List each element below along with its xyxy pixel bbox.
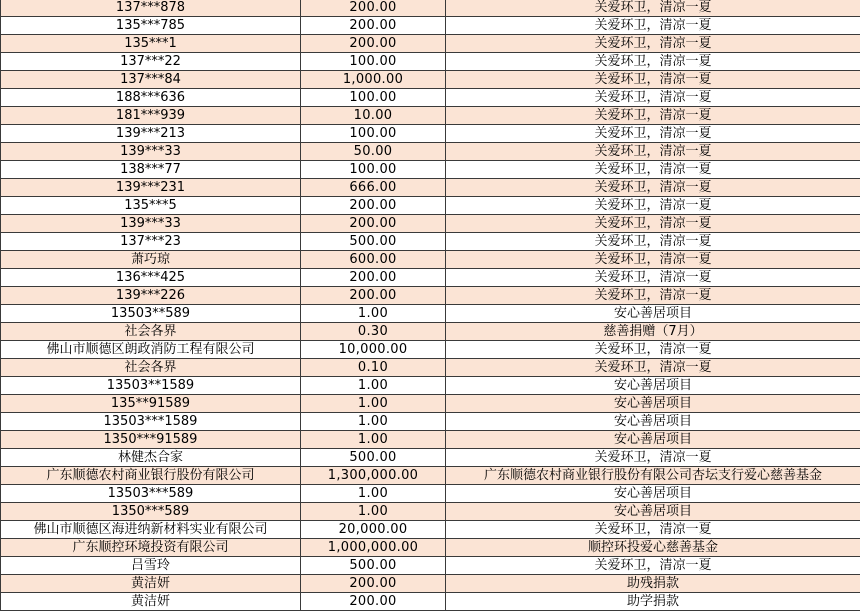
table-row: [1, 71, 860, 89]
project-cell: 关爱环卫，清凉一夏: [446, 125, 860, 143]
amount-cell: 600.00: [301, 251, 446, 269]
project-cell: 安心善居项目: [446, 431, 860, 449]
amount-cell: 100.00: [301, 89, 446, 107]
table-row: [1, 575, 860, 593]
amount-cell: 1,000.00: [301, 71, 446, 89]
project-cell: 关爱环卫，清凉一夏: [446, 197, 860, 215]
amount-cell: 500.00: [301, 449, 446, 467]
amount-cell: 200.00: [301, 197, 446, 215]
amount-cell: 100.00: [301, 125, 446, 143]
amount-cell: 200.00: [301, 575, 446, 593]
project-cell: 助学捐款: [446, 593, 860, 611]
project-cell: 关爱环卫，清凉一夏: [446, 179, 860, 197]
table-row: [1, 233, 860, 251]
project-cell: 安心善居项目: [446, 395, 860, 413]
project-cell: 关爱环卫，清凉一夏: [446, 215, 860, 233]
amount-cell: 10.00: [301, 107, 446, 125]
amount-cell: 500.00: [301, 557, 446, 575]
donor-cell: 135***785: [1, 17, 301, 35]
project-cell: 关爱环卫，清凉一夏: [446, 251, 860, 269]
donor-cell: 1350***91589: [1, 431, 301, 449]
donor-cell: 佛山市顺德区朗政消防工程有限公司: [1, 341, 301, 359]
donor-cell: 138***77: [1, 161, 301, 179]
amount-cell: 0.10: [301, 359, 446, 377]
table-row: [1, 485, 860, 503]
project-cell: 关爱环卫，清凉一夏: [446, 161, 860, 179]
donor-cell: 社会各界: [1, 323, 301, 341]
table-row: [1, 539, 860, 557]
amount-cell: 1,000,000.00: [301, 539, 446, 557]
donor-cell: 188***636: [1, 89, 301, 107]
donor-cell: 13503**1589: [1, 377, 301, 395]
amount-cell: 200.00: [301, 269, 446, 287]
project-cell: 关爱环卫，清凉一夏: [446, 449, 860, 467]
amount-cell: 100.00: [301, 161, 446, 179]
amount-cell: 1.00: [301, 305, 446, 323]
amount-cell: 10,000.00: [301, 341, 446, 359]
project-cell: 关爱环卫，清凉一夏: [446, 17, 860, 35]
project-cell: 安心善居项目: [446, 503, 860, 521]
donor-cell: 139***231: [1, 179, 301, 197]
project-cell: 安心善居项目: [446, 305, 860, 323]
donor-cell: 13503**589: [1, 305, 301, 323]
table-row: [1, 89, 860, 107]
table-row: [1, 269, 860, 287]
amount-cell: 500.00: [301, 233, 446, 251]
project-cell: 关爱环卫，清凉一夏: [446, 521, 860, 539]
donor-cell: 139***33: [1, 215, 301, 233]
table-row: [1, 449, 860, 467]
project-cell: 顺控环投爱心慈善基金: [446, 539, 860, 557]
amount-cell: 20,000.00: [301, 521, 446, 539]
amount-cell: 666.00: [301, 179, 446, 197]
donor-cell: 135***1: [1, 35, 301, 53]
donor-cell: 135**91589: [1, 395, 301, 413]
project-cell: 慈善捐赠（7月）: [446, 323, 860, 341]
table-row: [1, 197, 860, 215]
amount-cell: 1,300,000.00: [301, 467, 446, 485]
table-row: [1, 215, 860, 233]
donor-cell: 13503***1589: [1, 413, 301, 431]
amount-cell: 0.30: [301, 323, 446, 341]
table-row: [1, 467, 860, 485]
table-row: [1, 53, 860, 71]
project-cell: 关爱环卫，清凉一夏: [446, 359, 860, 377]
amount-cell: 200.00: [301, 215, 446, 233]
project-cell: 关爱环卫，清凉一夏: [446, 71, 860, 89]
table-row: [1, 287, 860, 305]
table-row: [1, 359, 860, 377]
project-cell: 安心善居项目: [446, 377, 860, 395]
donor-cell: 黄洁妍: [1, 575, 301, 593]
donor-cell: 广东顺控环境投资有限公司: [1, 539, 301, 557]
donor-cell: 萧巧琼: [1, 251, 301, 269]
project-cell: 关爱环卫，清凉一夏: [446, 341, 860, 359]
donor-cell: 135***5: [1, 197, 301, 215]
donor-cell: 137***22: [1, 53, 301, 71]
donor-cell: 139***226: [1, 287, 301, 305]
amount-cell: 200.00: [301, 0, 446, 17]
project-cell: 关爱环卫，清凉一夏: [446, 143, 860, 161]
project-cell: 关爱环卫，清凉一夏: [446, 0, 860, 17]
table-row: [1, 125, 860, 143]
project-cell: 关爱环卫，清凉一夏: [446, 53, 860, 71]
donor-cell: 139***213: [1, 125, 301, 143]
table-row: [1, 593, 860, 611]
table-row: [1, 557, 860, 575]
donor-cell: 136***425: [1, 269, 301, 287]
amount-cell: 1.00: [301, 395, 446, 413]
project-cell: 关爱环卫，清凉一夏: [446, 35, 860, 53]
donor-cell: 社会各界: [1, 359, 301, 377]
table-row: [1, 161, 860, 179]
table-row: [1, 17, 860, 35]
amount-cell: 1.00: [301, 431, 446, 449]
donor-cell: 139***33: [1, 143, 301, 161]
donor-cell: 137***84: [1, 71, 301, 89]
table-row: [1, 503, 860, 521]
donor-cell: 吕雪玲: [1, 557, 301, 575]
amount-cell: 200.00: [301, 35, 446, 53]
table-row: [1, 143, 860, 161]
project-cell: 关爱环卫，清凉一夏: [446, 557, 860, 575]
table-row: [1, 305, 860, 323]
donor-cell: 佛山市顺德区海进纳新材料实业有限公司: [1, 521, 301, 539]
amount-cell: 200.00: [301, 287, 446, 305]
project-cell: 安心善居项目: [446, 485, 860, 503]
project-cell: 关爱环卫，清凉一夏: [446, 233, 860, 251]
table-row: [1, 323, 860, 341]
project-cell: 关爱环卫，清凉一夏: [446, 89, 860, 107]
amount-cell: 1.00: [301, 413, 446, 431]
amount-cell: 100.00: [301, 53, 446, 71]
table-row: [1, 341, 860, 359]
table-row: [1, 251, 860, 269]
project-cell: 助残捐款: [446, 575, 860, 593]
amount-cell: 1.00: [301, 485, 446, 503]
table-row: [1, 377, 860, 395]
donor-cell: 137***878: [1, 0, 301, 17]
donor-cell: 黄洁妍: [1, 593, 301, 611]
donor-cell: 13503***589: [1, 485, 301, 503]
table-row: [1, 107, 860, 125]
table-row: [1, 0, 860, 17]
amount-cell: 50.00: [301, 143, 446, 161]
project-cell: 广东顺德农村商业银行股份有限公司杏坛支行爱心慈善基金: [446, 467, 860, 485]
donor-cell: 林健杰合家: [1, 449, 301, 467]
table-row: [1, 521, 860, 539]
donation-table-body: [1, 0, 860, 611]
table-row: [1, 179, 860, 197]
donor-cell: 181***939: [1, 107, 301, 125]
project-cell: 关爱环卫，清凉一夏: [446, 269, 860, 287]
table-row: [1, 413, 860, 431]
project-cell: 关爱环卫，清凉一夏: [446, 287, 860, 305]
donor-cell: 1350***589: [1, 503, 301, 521]
amount-cell: 200.00: [301, 593, 446, 611]
table-row: [1, 35, 860, 53]
donor-cell: 137***23: [1, 233, 301, 251]
amount-cell: 1.00: [301, 503, 446, 521]
project-cell: 关爱环卫，清凉一夏: [446, 107, 860, 125]
amount-cell: 200.00: [301, 17, 446, 35]
project-cell: 安心善居项目: [446, 413, 860, 431]
table-row: [1, 395, 860, 413]
amount-cell: 1.00: [301, 377, 446, 395]
table-row: [1, 431, 860, 449]
donor-cell: 广东顺德农村商业银行股份有限公司: [1, 467, 301, 485]
